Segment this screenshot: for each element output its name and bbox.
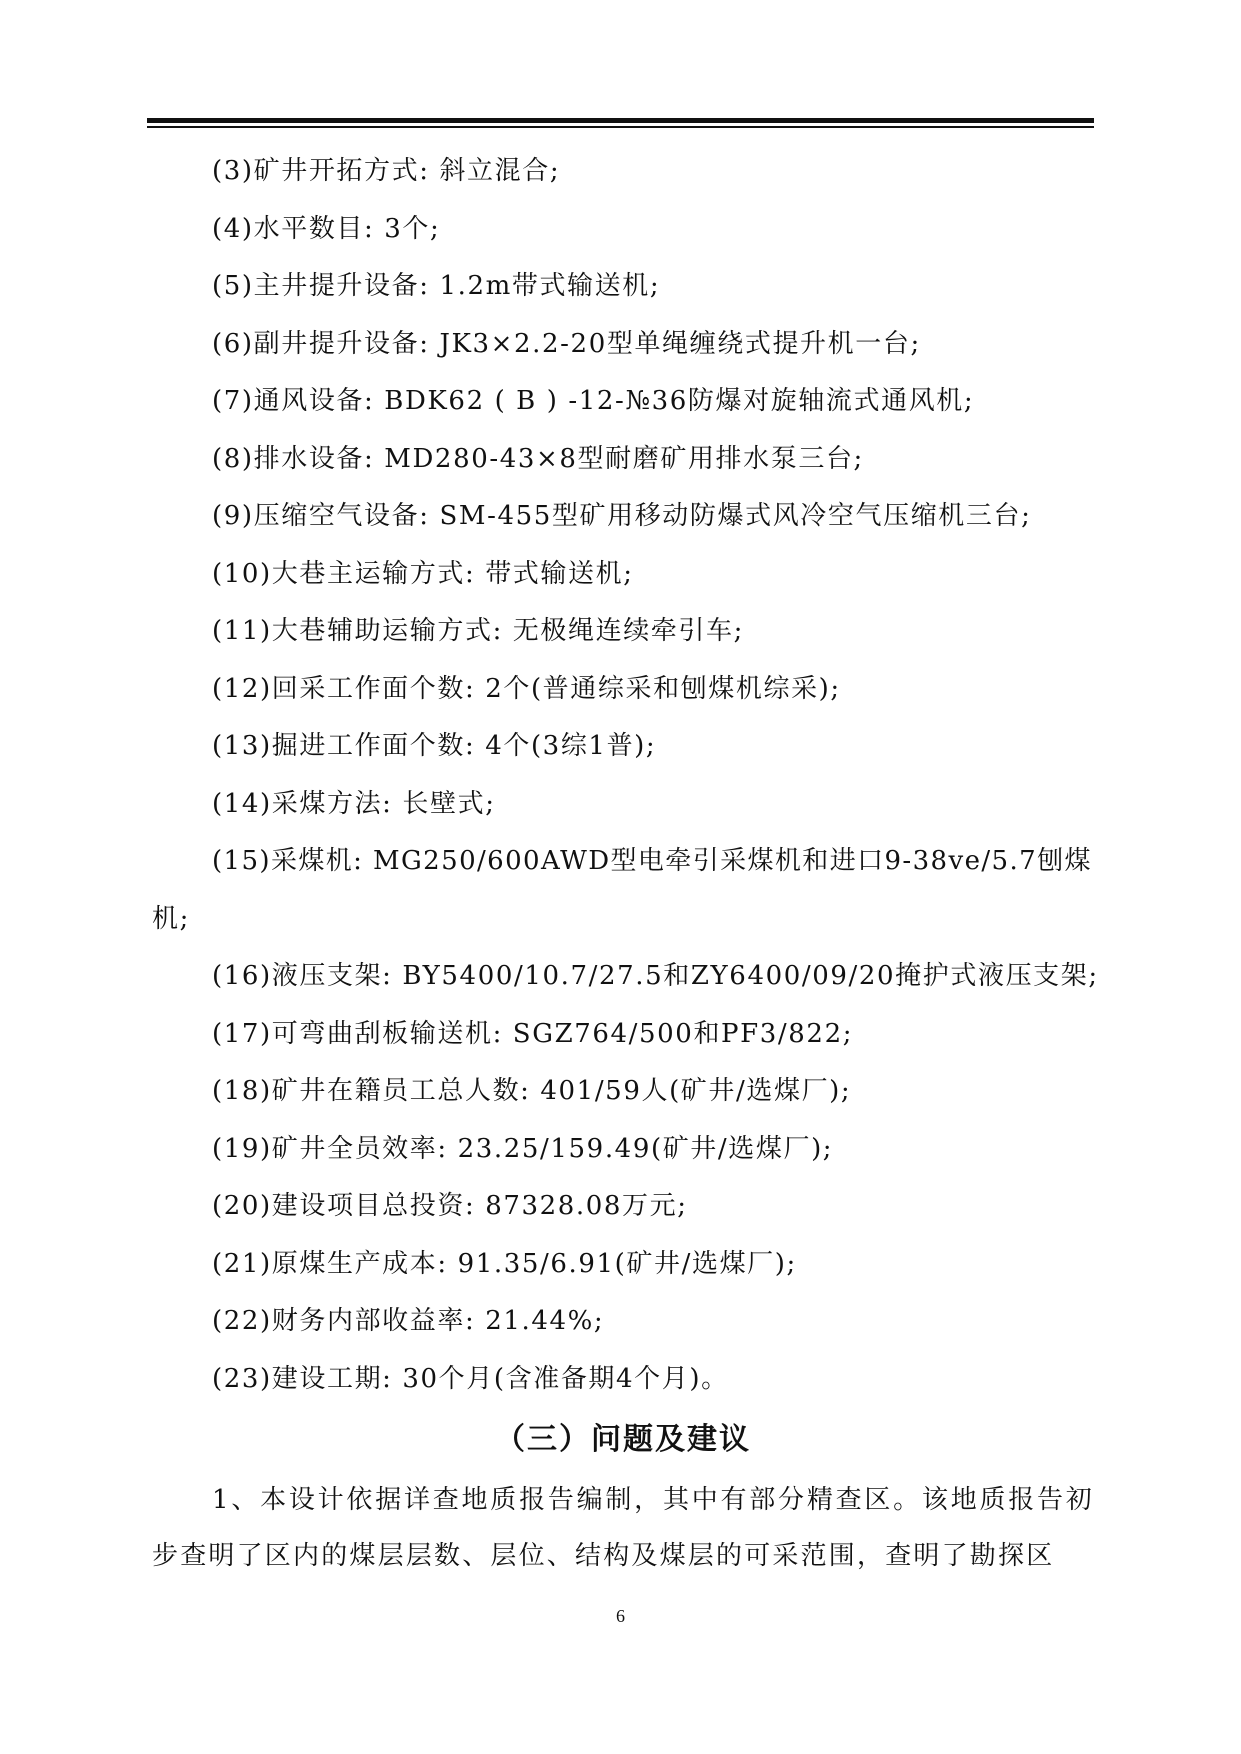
list-item-20: (20)建设项目总投资: 87328.08万元; [212,1191,688,1221]
list-item-6: (6)副井提升设备: JK3×2.2-20型单绳缠绕式提升机一台; [212,328,921,359]
list-item-10: (10)大巷主运输方式: 带式输送机; [212,558,634,589]
list-item-14: (14)采煤方法: 长壁式; [212,788,496,819]
header-rule-thin [147,126,1094,128]
list-item-5: (5)主井提升设备: 1.2m带式输送机; [212,271,661,301]
list-item-18: (18)矿井在籍员工总人数: 401/59人(矿井/选煤厂); [212,1076,852,1106]
list-item-17: (17)可弯曲刮板输送机: SGZ764/500和PF3/822; [212,1018,854,1049]
list-item-7: (7)通风设备: BDK62 ( B ) -12-№36防爆对旋轴流式通风机; [212,386,975,416]
list-item-21: (21)原煤生产成本: 91.35/6.91(矿井/选煤厂); [212,1248,797,1279]
list-item-23: (23)建设工期: 30个月(含准备期4个月)。 [212,1363,729,1394]
header-rule-thick [147,118,1094,123]
section-heading: （三）问题及建议 [495,1422,751,1457]
list-item-15: (15)采煤机: MG250/600AWD型电牵引采煤机和进口9-38ve/5.7刨煤 [212,846,1092,876]
list-item-16: (16)液压支架: BY5400/10.7/27.5和ZY6400/09/20掩护式液压支架; [212,961,1099,991]
list-item-4: (4)水平数目: 3个; [212,213,441,244]
list-item-19: (19)矿井全员效率: 23.25/159.49(矿井/选煤厂); [212,1133,834,1164]
list-item-3: (3)矿井开拓方式: 斜立混合; [212,156,561,186]
list-item-12: (12)回采工作面个数: 2个(普通综采和刨煤机综采); [212,673,841,704]
list-item-22: (22)财务内部收益率: 21.44%; [212,1306,605,1336]
body-paragraph: 1、本设计依据详查地质报告编制，其中有部分精查区。该地质报告初步查明了区内的煤层层数、层位、结构及煤层的可采范围，查明了勘探区 [152,1485,1094,1571]
page-number: 6 [616,1606,625,1626]
list-item-11: (11)大巷辅助运输方式: 无极绳连续牵引车; [212,616,744,646]
list-item-9: (9)压缩空气设备: SM-455型矿用移动防爆式风冷空气压缩机三台; [212,501,1032,531]
list-item-13: (13)掘进工作面个数: 4个(3综1普); [212,731,657,761]
page-content [152,143,1099,1584]
list-item-8: (8)排水设备: MD280-43×8型耐磨矿用排水泵三台; [212,443,864,474]
list-item-15-continuation: 机; [152,903,190,934]
